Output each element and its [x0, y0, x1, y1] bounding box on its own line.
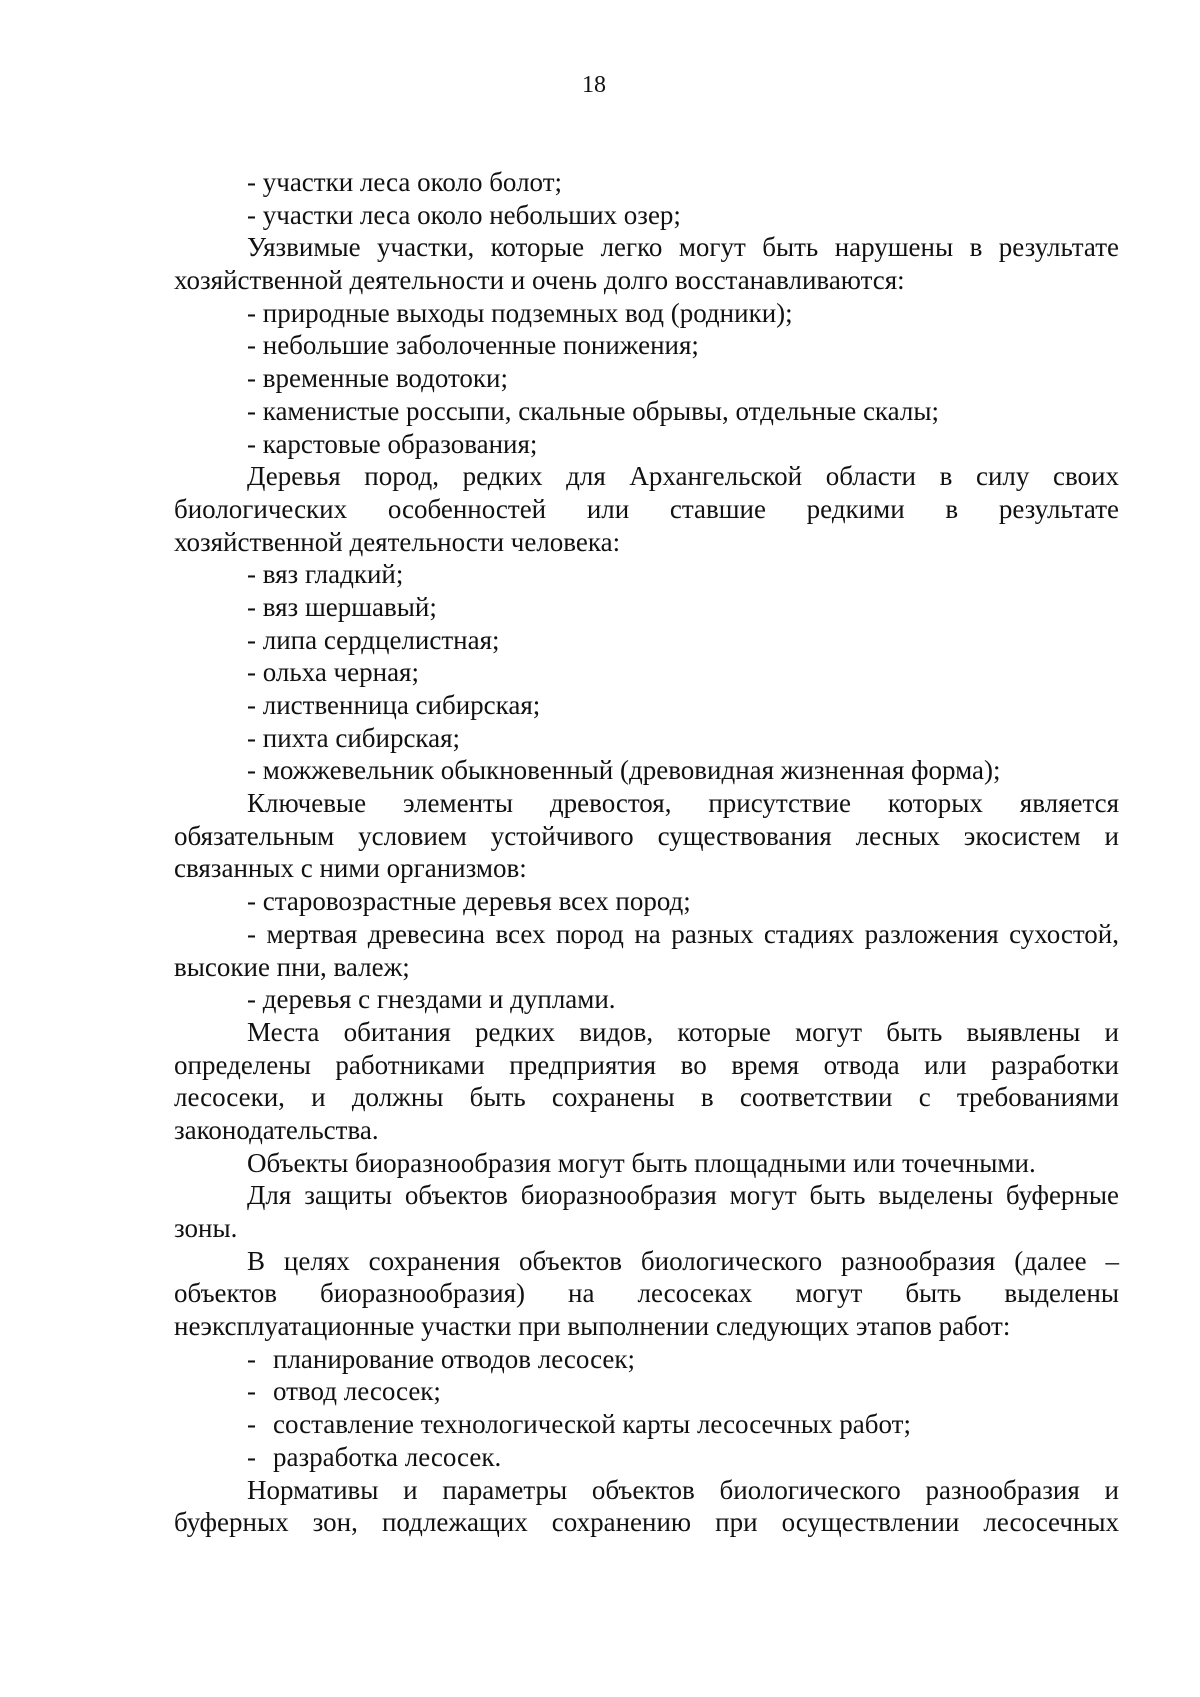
list-dash: -: [247, 1441, 256, 1472]
list-dash: -: [247, 1409, 256, 1440]
text-line: Для защиты объектов биоразнообразия могут быть выделены буферные: [247, 1180, 1119, 1211]
text-line: зоны.: [174, 1213, 238, 1243]
text-line: неэксплуатационные участки при выполнении следующих этапов работ:: [174, 1311, 1011, 1342]
text-line: - участки леса около болот;: [247, 167, 562, 197]
list-item-text: разработка лесосек.: [273, 1441, 502, 1472]
list-item: [174, 1441, 1119, 1474]
text-line: - мертвая древесина всех пород на разных стадиях разложения сухостой,: [247, 918, 1119, 949]
text-line: связанных с ними организмов:: [174, 853, 527, 884]
text-line: - старовозрастные деревья всех пород;: [247, 886, 691, 917]
text-line: биологических особенностей или ставшие редкими в результате: [174, 493, 1119, 524]
list-item: [174, 1343, 1119, 1376]
list-item-text: отвод лесосек;: [273, 1376, 441, 1407]
text-line: хозяйственной деятельности и очень долго восстанавливаются:: [174, 265, 905, 296]
text-line: - карстовые образования;: [247, 428, 538, 459]
text-line: - деревья с гнездами и дуплами.: [247, 984, 616, 1015]
text-line: - ольха черная;: [247, 657, 419, 688]
text-line: объектов биоразнообразия) на лесосеках могут быть выделены: [174, 1278, 1119, 1309]
list-item-text: планирование отводов лесосек;: [273, 1343, 635, 1374]
list-dash: -: [247, 1343, 256, 1374]
text-line: Деревья пород, редких для Архангельской области в силу своих: [247, 461, 1119, 492]
text-line: Нормативы и параметры объектов биологического разнообразия и: [247, 1474, 1119, 1505]
text-line: - каменистые россыпи, скальные обрывы, отдельные скалы;: [247, 395, 939, 426]
list-item: [174, 1375, 1119, 1408]
text-line: - природные выходы подземных вод (родники);: [247, 297, 793, 328]
text-line: - участки леса около небольших озер;: [247, 199, 681, 230]
text-line: Ключевые элементы древостоя, присутствие которых является: [247, 788, 1119, 819]
text-line: Уязвимые участки, которые легко могут быть нарушены в результате: [247, 232, 1119, 263]
text-line: В целях сохранения объектов биологического разнообразия (далее –: [247, 1245, 1119, 1276]
text-line: - вяз гладкий;: [247, 559, 404, 590]
text-line: - пихта сибирская;: [247, 722, 461, 753]
text-line: определены работниками предприятия во время отвода или разработки: [174, 1049, 1119, 1080]
text-line: - небольшие заболоченные понижения;: [247, 330, 699, 361]
text-line: лесосеки, и должны быть сохранены в соответствии с требованиями: [174, 1082, 1119, 1113]
text-line: хозяйственной деятельности человека:: [174, 526, 621, 557]
page-number: 18: [582, 72, 606, 98]
list-dash: -: [247, 1376, 256, 1407]
text-line: высокие пни, валеж;: [174, 951, 410, 982]
text-line: Объекты биоразнообразия могут быть площадными или точечными.: [247, 1147, 1036, 1178]
list-item-text: составление технологической карты лесосечных работ;: [273, 1409, 911, 1440]
list-item: [174, 1408, 1119, 1441]
text-line: - липа сердцелистная;: [247, 624, 500, 655]
text-line: - лиственница сибирская;: [247, 690, 541, 720]
document-body: [174, 166, 1119, 1539]
text-line: буферных зон, подлежащих сохранению при осуществлении лесосечных: [174, 1507, 1119, 1538]
text-line: Места обитания редких видов, которые могут быть выявлены и: [247, 1016, 1119, 1047]
text-line: законодательства.: [174, 1114, 379, 1145]
text-line: - вяз шершавый;: [247, 591, 437, 622]
text-line: - можжевельник обыкновенный (древовидная жизненная форма);: [247, 755, 1001, 786]
text-line: обязательным условием устойчивого существования лесных экосистем и: [174, 820, 1119, 851]
text-line: - временные водотоки;: [247, 363, 508, 394]
